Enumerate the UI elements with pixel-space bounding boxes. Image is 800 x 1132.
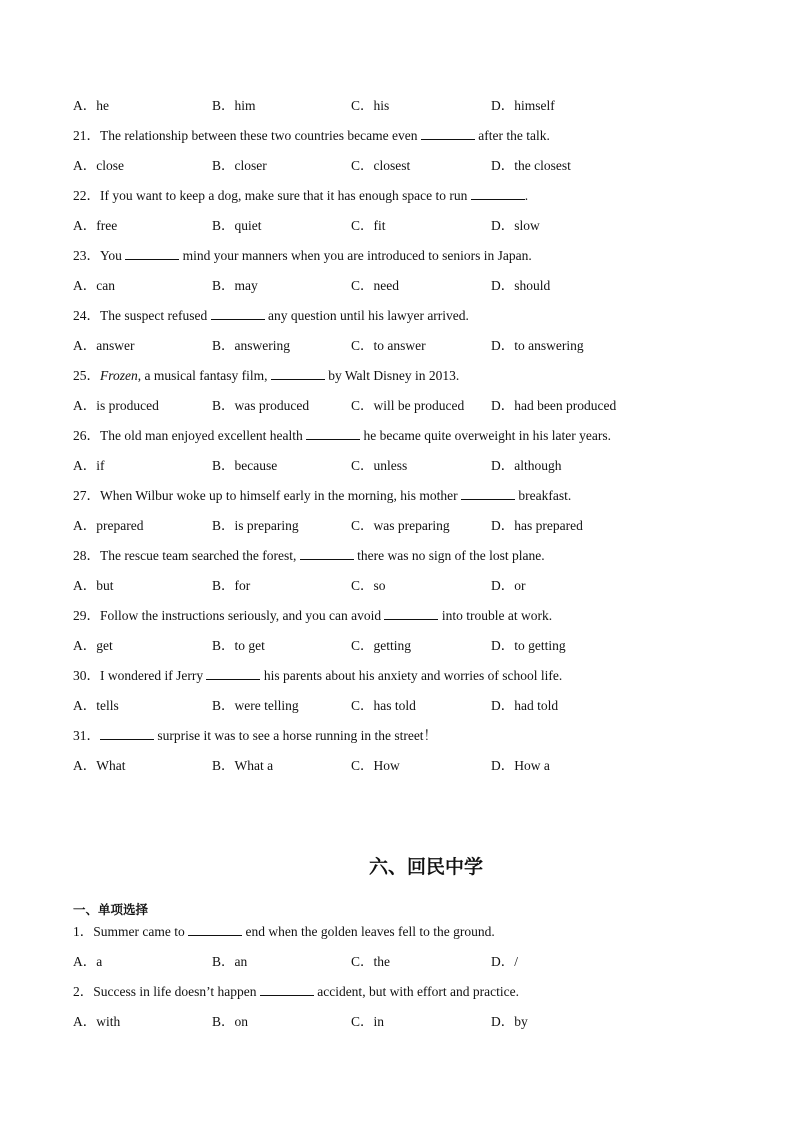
option-b: B．quiet <box>212 218 262 233</box>
option-a: A．close <box>73 158 124 173</box>
options-row-q20 <box>73 96 733 126</box>
answer-blank <box>260 983 314 996</box>
answer-blank <box>384 607 438 620</box>
option-c: C．so <box>351 578 386 593</box>
question-text-before: 30．I wondered if Jerry <box>73 668 207 683</box>
answer-blank <box>271 367 325 380</box>
option-c: C．in <box>351 1014 385 1029</box>
question-text-after: surprise it was to see a horse running in the street！ <box>154 728 438 743</box>
option-b: B．What a <box>212 758 274 773</box>
question-27 <box>73 486 733 516</box>
option-c: C．the <box>351 954 390 969</box>
option-a: A．he <box>73 98 109 113</box>
document-body <box>73 96 733 1042</box>
question-23 <box>73 246 733 276</box>
question-text-after: he became quite overweight in his later years. <box>360 428 611 443</box>
question-text-after: any question until his lawyer arrived. <box>264 308 469 323</box>
option-c: C．unless <box>351 458 408 473</box>
option-c: C．How <box>351 758 400 773</box>
answer-blank <box>421 127 475 140</box>
option-a: A．is produced <box>73 398 159 413</box>
option-b: B．closer <box>212 158 267 173</box>
option-d: D．or <box>491 578 526 593</box>
option-c: C．closest <box>351 158 411 173</box>
options-row-q23 <box>73 276 733 306</box>
option-a: A．if <box>73 458 105 473</box>
question-text-after: end when the golden leaves fell to the ground. <box>242 924 495 939</box>
option-a: A．What <box>73 758 126 773</box>
option-d: D．by <box>491 1014 528 1029</box>
options-row-q21 <box>73 156 733 186</box>
option-d: D．himself <box>491 98 555 113</box>
question-text-after: by Walt Disney in 2013. <box>324 368 460 383</box>
question-28 <box>73 546 733 576</box>
option-d: D．has prepared <box>491 518 583 533</box>
option-b: B．to get <box>212 638 265 653</box>
option-d: D．although <box>491 458 562 473</box>
question-22 <box>73 186 733 216</box>
question-text-after: breakfast. <box>515 488 572 503</box>
option-b: B．was produced <box>212 398 310 413</box>
option-d: D．had told <box>491 698 559 713</box>
option-a: A．with <box>73 1014 121 1029</box>
options-row-q29 <box>73 636 733 666</box>
answer-blank <box>100 727 154 740</box>
options-row-q22 <box>73 216 733 246</box>
question-21 <box>73 126 733 156</box>
question-text-after: mind your manners when you are introduced to seniors in Japan. <box>179 248 532 263</box>
option-b: B．for <box>212 578 251 593</box>
question-text-before: 27．When Wilbur woke up to himself early in the morning, his mother <box>73 488 462 503</box>
options-row-q31 <box>73 756 733 786</box>
answer-blank <box>211 307 265 320</box>
section-question-2 <box>73 982 733 1012</box>
option-a: A．prepared <box>73 518 144 533</box>
options-row-q27 <box>73 516 733 546</box>
question-text-before: 21．The relationship between these two countries became even <box>73 128 421 143</box>
question-text-before: 26．The old man enjoyed excellent health <box>73 428 307 443</box>
answer-blank <box>206 667 260 680</box>
question-text-after: accident, but with effort and practice. <box>313 984 520 999</box>
option-b: B．were telling <box>212 698 299 713</box>
option-c: C．getting <box>351 638 411 653</box>
option-a: A．but <box>73 578 114 593</box>
question-text-before: 31． <box>73 728 100 743</box>
option-b: B．answering <box>212 338 290 353</box>
question-text-before: 22．If you want to keep a dog, make sure that it has enough space to run <box>73 188 471 203</box>
options-row-q25 <box>73 396 733 426</box>
option-d: D．slow <box>491 218 540 233</box>
question-25 <box>73 366 733 396</box>
option-c: C．his <box>351 98 390 113</box>
question-text-before: 24．The suspect refused <box>73 308 211 323</box>
option-c: C．fit <box>351 218 386 233</box>
option-d: D．/ <box>491 954 518 969</box>
question-24 <box>73 306 733 336</box>
option-b: B．because <box>212 458 278 473</box>
option-a: A．get <box>73 638 113 653</box>
question-number: 25． <box>73 368 100 383</box>
section-question-1 <box>73 922 733 952</box>
question-text-before: 2．Success in life doesn’t happen <box>73 984 260 999</box>
section-title: 六、回民中学 <box>368 856 483 878</box>
answer-blank <box>125 247 179 260</box>
film-title: Frozen <box>100 368 138 383</box>
question-text-after: after the talk. <box>474 128 550 143</box>
question-text-before: 28．The rescue team searched the forest, <box>73 548 300 563</box>
question-30 <box>73 666 733 696</box>
question-text-after: . <box>524 188 529 203</box>
option-d: D．the closest <box>491 158 571 173</box>
option-c: C．to answer <box>351 338 426 353</box>
option-b: B．on <box>212 1014 249 1029</box>
question-text-after: there was no sign of the lost plane. <box>353 548 545 563</box>
option-b: B．an <box>212 954 248 969</box>
answer-blank <box>461 487 515 500</box>
option-d: D．How a <box>491 758 550 773</box>
question-text-before: 23．You <box>73 248 126 263</box>
option-c: C．need <box>351 278 399 293</box>
option-a: A．answer <box>73 338 135 353</box>
options-row-q26 <box>73 456 733 486</box>
question-31 <box>73 726 733 756</box>
answer-blank <box>306 427 360 440</box>
option-c: C．was preparing <box>351 518 450 533</box>
option-d: D．to answering <box>491 338 584 353</box>
section-spacer <box>73 786 733 852</box>
answer-blank <box>471 187 525 200</box>
answer-blank <box>300 547 354 560</box>
option-c: C．will be produced <box>351 398 465 413</box>
option-a: A．can <box>73 278 115 293</box>
options-row-s1 <box>73 952 733 982</box>
options-row-q28 <box>73 576 733 606</box>
options-row-q24 <box>73 336 733 366</box>
option-d: D．had been produced <box>491 398 617 413</box>
question-text-before: 1．Summer came to <box>73 924 189 939</box>
option-a: A．a <box>73 954 103 969</box>
question-text-after: his parents about his anxiety and worries of school life. <box>260 668 563 683</box>
options-row-s2 <box>73 1012 733 1042</box>
option-a: A．free <box>73 218 118 233</box>
options-row-q30 <box>73 696 733 726</box>
question-29 <box>73 606 733 636</box>
answer-blank <box>188 923 242 936</box>
option-c: C．has told <box>351 698 416 713</box>
option-d: D．should <box>491 278 551 293</box>
question-text-after: into trouble at work. <box>438 608 553 623</box>
option-b: B．is preparing <box>212 518 299 533</box>
option-b: B．him <box>212 98 256 113</box>
question-text-before: , a musical fantasy film, <box>137 368 271 383</box>
subsection-title: 一、单项选择 <box>73 902 149 917</box>
question-text-before: 29．Follow the instructions seriously, and you can avoid <box>73 608 385 623</box>
option-b: B．may <box>212 278 258 293</box>
question-26 <box>73 426 733 456</box>
option-d: D．to getting <box>491 638 566 653</box>
option-a: A．tells <box>73 698 119 713</box>
